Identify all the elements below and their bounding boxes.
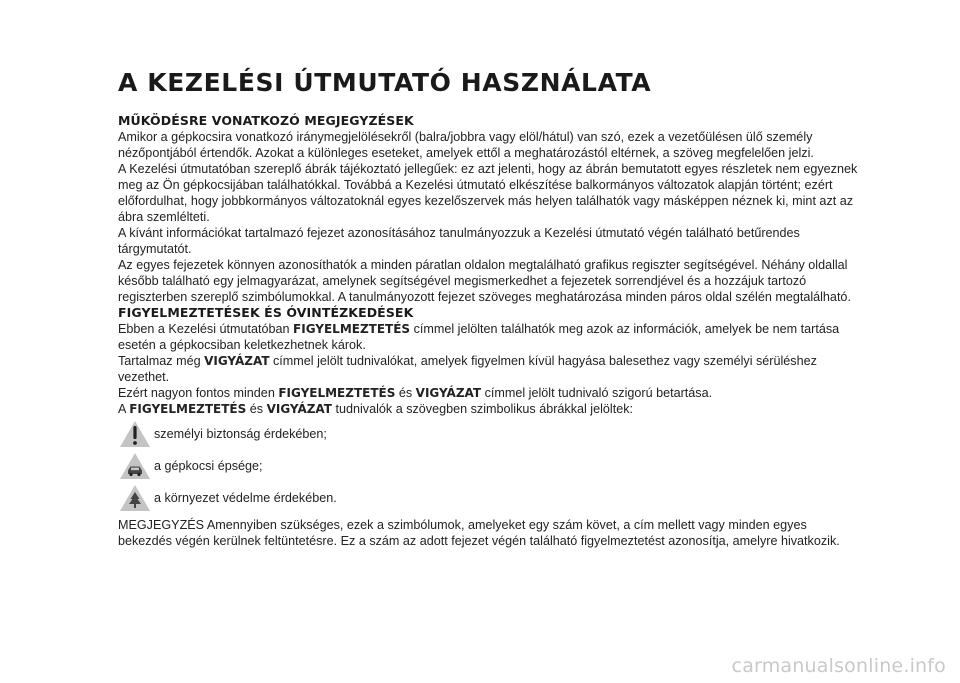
paragraph-symbols-intro: A FIGYELMEZTETÉS és VIGYÁZAT tudnivalók a szövegben szimbolikus ábrákkal jelöltek:: [118, 402, 633, 416]
manual-page: [118, 66, 858, 549]
paragraph-importance: Ezért nagyon fontos minden FIGYELMEZTETÉS és VIGYÁZAT címmel jelölt tudnivaló szigorú betartása.: [118, 386, 713, 400]
page-title: A KEZELÉSI ÚTMUTATÓ HASZNÁLATA: [118, 68, 652, 97]
car-icon: [118, 451, 152, 481]
symbol-row-vehicle-safety: a gépkocsi épsége;: [118, 451, 858, 481]
paragraph-register: Az egyes fejezetek könnyen azonosíthatók a minden páratlan oldalon megtalálható grafikus regiszter segítségével. Néhány oldallal később található egy jelmagyarázat, amelynek segítségével megismerkedhet a fejezetek sorrendjével és a hozzájuk tartozó regiszterben szereplő szimbólumokkal. A tanulmányozott fejezet szöveges meghatározása minden páros oldal szélén megtalálható.: [118, 258, 851, 304]
symbol-row-personal-safety: személyi biztonság érdekében;: [118, 419, 858, 449]
tree-icon: [118, 483, 152, 513]
section-heading-operation-notes: MŰKÖDÉSRE VONATKOZÓ MEGJEGYZÉSEK: [118, 113, 414, 128]
paragraph-illustrations: A Kezelési útmutatóban szereplő ábrák tájékoztató jellegűek: ez azt jelenti, hogy az ábrán bemutatott egyes részletek nem egyeznek meg az Ön gépkocsijában találhatókkal. Továbbá a Kezelési útmutató elkészítése balkormányos változatok alapján történt; ezért előfordulhat, hogy jobbkormányos változatoknál egyes kezelőszervek más helyen találhatók vagy másképpen néznek ki, mint azt az ábra szemlélteti.: [118, 162, 858, 224]
watermark: carmanualsonline.info: [731, 655, 946, 677]
paragraph-vigyazat-definition: Tartalmaz még VIGYÁZAT címmel jelölt tudnivalókat, amelyek figyelmen kívül hagyása balesethez vagy személyi sérüléshez vezethet.: [118, 354, 817, 384]
paragraph-note: MEGJEGYZÉS Amennyiben szükséges, ezek a szimbólumok, amelyeket egy szám követ, a cím mellett vagy minden egyes bekezdés végén kerülnek feltüntetésre. Ez a szám az adott fejezet végén található figyelmeztetést azonosítja, amelyre hivatkozik.: [118, 518, 840, 548]
symbol-row-environment: a környezet védelme érdekében.: [118, 483, 858, 513]
paragraph-figyelmeztetes-definition: Ebben a Kezelési útmutatóban FIGYELMEZTETÉS címmel jelölten találhatók meg azok az információk, amelyek be nem tartása esetén a gépkocsiban keletkezhetnek károk.: [118, 322, 840, 352]
section-heading-warnings: FIGYELMEZTETÉSEK ÉS ÓVINTÉZKEDÉSEK: [118, 305, 414, 320]
paragraph-index: A kívánt információkat tartalmazó fejezet azonosításához tanulmányozzuk a Kezelési útmutató végén található betűrendes tárgymutatót.: [118, 226, 800, 256]
paragraph-direction-notes: Amikor a gépkocsira vonatkozó iránymegjelölésekről (balra/jobbra vagy elöl/hátul) van szó, ezek a vezetőülésen ülő személy nézőpontjából értendők. Azokat a különleges eseteket, amelyek ettől a meghatározástól eltérnek, a szöveg megfelelően jelzi.: [118, 130, 814, 160]
warning-person-icon: [118, 419, 152, 449]
